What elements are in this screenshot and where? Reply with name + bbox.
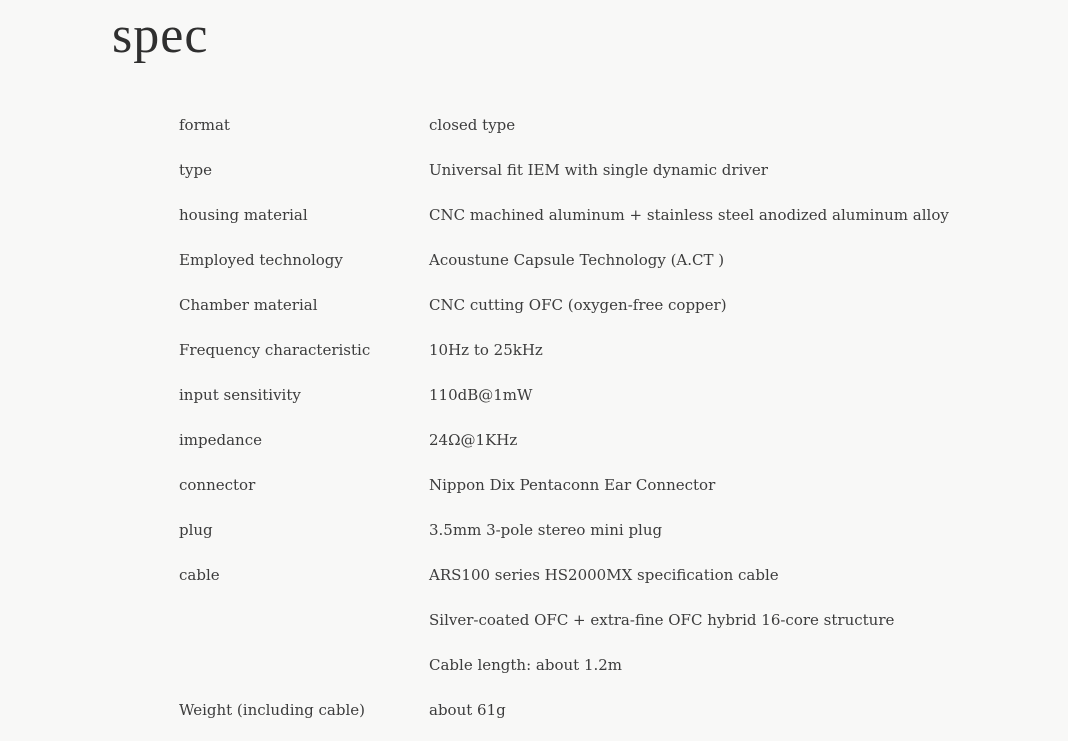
spec-row-impedance xyxy=(179,417,999,462)
spec-row-weight xyxy=(179,687,999,732)
spec-value: Universal fit IEM with single dynamic driver xyxy=(429,160,768,179)
spec-label: format xyxy=(179,115,230,134)
spec-value: about 61g xyxy=(429,700,506,719)
spec-value: ARS100 series HS2000MX specification cable xyxy=(429,565,779,584)
spec-row-input-sensitivity xyxy=(179,372,999,417)
spec-value: Silver-coated OFC + extra-fine OFC hybrid 16-core structure xyxy=(429,610,895,629)
spec-value: 10Hz to 25kHz xyxy=(429,340,543,359)
spec-value: Cable length: about 1.2m xyxy=(429,655,623,674)
spec-row-cable-length xyxy=(179,642,999,687)
spec-value: CNC machined aluminum + stainless steel anodized aluminum alloy xyxy=(429,205,949,224)
spec-table xyxy=(179,102,999,732)
spec-value: CNC cutting OFC (oxygen-free copper) xyxy=(429,295,727,314)
spec-row-cable xyxy=(179,552,999,597)
spec-row-frequency-characteristic xyxy=(179,327,999,372)
spec-row-connector xyxy=(179,462,999,507)
spec-row-chamber-material xyxy=(179,282,999,327)
spec-label: plug xyxy=(179,520,213,539)
spec-value: Nippon Dix Pentaconn Ear Connector xyxy=(429,475,716,494)
spec-label: housing material xyxy=(179,205,308,224)
spec-row-housing-material xyxy=(179,192,999,237)
spec-label: cable xyxy=(179,565,220,584)
spec-label: impedance xyxy=(179,430,262,449)
spec-value: closed type xyxy=(429,115,516,134)
spec-value: 3.5mm 3-pole stereo mini plug xyxy=(429,520,663,539)
spec-label: Frequency characteristic xyxy=(179,340,371,359)
spec-row-format xyxy=(179,102,999,147)
spec-label: connector xyxy=(179,475,256,494)
spec-label: Weight (including cable) xyxy=(179,700,365,719)
spec-row-plug xyxy=(179,507,999,552)
spec-value: Acoustune Capsule Technology (A.CT ) xyxy=(429,250,725,269)
spec-label: Chamber material xyxy=(179,295,318,314)
spec-label: Employed technology xyxy=(179,250,343,269)
spec-row-type xyxy=(179,147,999,192)
spec-label: type xyxy=(179,160,212,179)
spec-label: input sensitivity xyxy=(179,385,301,404)
page-title: spec xyxy=(112,7,209,64)
spec-value: 24Ω@1KHz xyxy=(429,430,518,449)
spec-row-employed-technology xyxy=(179,237,999,282)
spec-value: 110dB@1mW xyxy=(429,385,533,404)
spec-row-cable-structure xyxy=(179,597,999,642)
